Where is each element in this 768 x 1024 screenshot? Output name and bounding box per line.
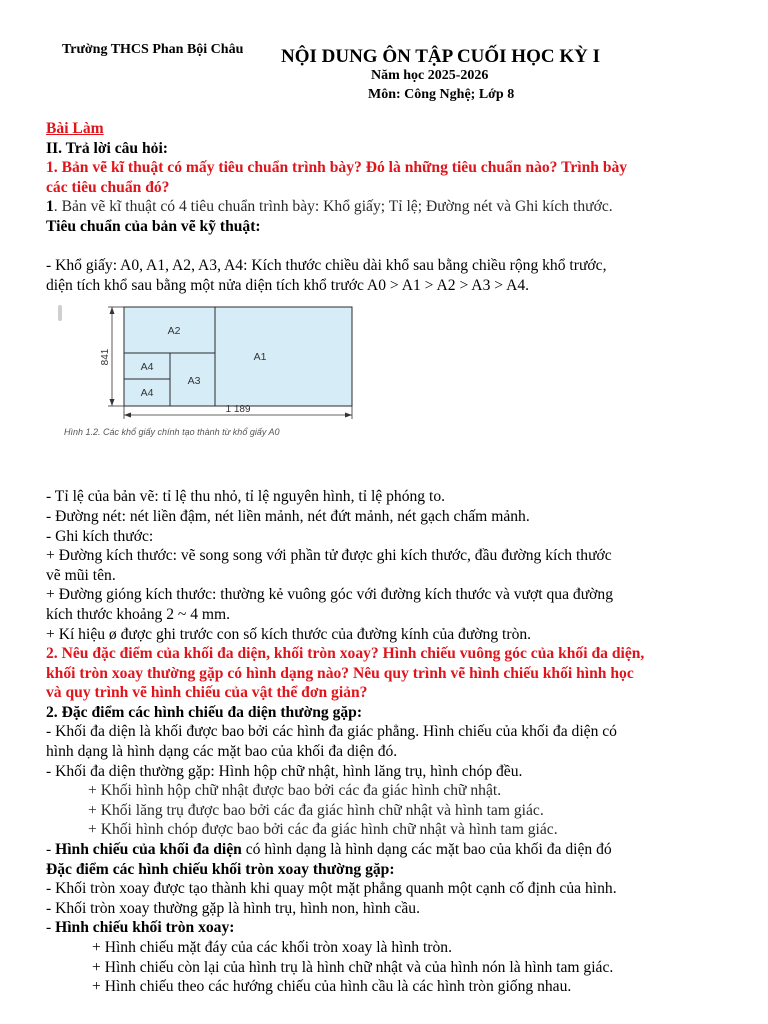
revolution-heading: Đặc điểm các hình chiếu khối tròn xoay thường gặp: [46,860,395,878]
subject-line: Môn: Công Nghệ; Lớp 8 [368,87,515,102]
revolution-projection-2: + Hình chiếu còn lại của hình trụ là hình chữ nhật và của hình nón là hình tam giác. [92,958,614,976]
document-body [46,119,736,997]
question-1-line-1: 1. Bản vẽ kĩ thuật có mấy tiêu chuẩn trình bày? Đó là những tiêu chuẩn nào? Trình bày [46,159,628,177]
polyhedron-box: + Khối hình hộp chữ nhật được bao bởi các đa giác hình chữ nhật. [88,782,502,800]
paper-size-figure [46,297,736,483]
polyhedron-common: - Khối đa diện thường gặp: Hình hộp chữ nhật, hình lăng trụ, hình chóp đều. [46,762,523,780]
polyhedron-projection-bold: Hình chiếu của khối đa diện [55,841,242,859]
answer-1 [46,197,736,217]
bai-lam-heading: Bài Làm [46,120,104,137]
label-a3: A3 [187,375,201,388]
revolution-projection-bold: Hình chiếu khối tròn xoay: [55,919,235,937]
polyhedron-prism: + Khối lăng trụ được bao bởi các đa giác hình chữ nhật và hình tam giác. [88,801,544,819]
paper-size-line-1: - Khổ giấy: A0, A1, A2, A3, A4: Kích thước chiều dài khổ sau bằng chiều rộng khổ trước, [46,257,607,275]
line-types: - Đường nét: nét liền đậm, nét liền mảnh, nét đứt mảnh, nét gạch chấm mảnh. [46,507,530,525]
extension-line-2: kích thước khoảng 2 ~ 4 mm. [46,605,231,623]
extension-line-1: + Đường gióng kích thước: thường kẻ vuông góc với đường kích thước và vượt qua đường [46,586,614,604]
paper-size-line-2: diện tích khổ sau bằng một nửa diện tích khổ trước A0 > A1 > A2 > A3 > A4. [46,276,530,294]
school-year: Năm học 2025-2026 [371,68,489,83]
diameter-line: + Kí hiệu ø được ghi trước con số kích thước của đường kính của đường tròn. [46,625,532,643]
revolution-projection-heading: - Hình chiếu khối tròn xoay: [46,919,235,937]
label-a4-bottom: A4 [140,387,154,400]
polyhedron-projection: - Hình chiếu của khối đa diện có hình dạng là hình dạng các mặt bao của khối đa diện đó [46,841,612,859]
width-label: 1 189 [225,404,251,416]
document-title: NỘI DUNG ÔN TẬP CUỐI HỌC KỲ I [281,46,600,67]
height-dimension [100,307,124,406]
dimension-line-2: vẽ mũi tên. [46,566,116,584]
polyhedron-projection-rest: có hình dạng là hình dạng các mặt bao của khối đa diện đó [241,841,612,859]
label-a2: A2 [167,325,181,338]
answer-1-text: . Bản vẽ kĩ thuật có 4 tiêu chuẩn trình bày: Khổ giấy; Tỉ lệ; Đường nét và Ghi kích thước. [53,198,613,216]
polyhedron-pyramid: + Khối hình chóp được bao bởi các đa giác hình chữ nhật và hình tam giác. [88,821,558,839]
question-2-line-1: 2. Nêu đặc điểm của khối đa diện, khối tròn xoay? Hình chiếu vuông góc của khối đa diện, [46,645,645,663]
question-1-line-2: các tiêu chuẩn đó? [46,178,170,196]
revolution-projection-3: + Hình chiếu theo các hướng chiếu của hình cầu là các hình tròn giống nhau. [92,978,572,996]
a1-sheet [124,307,352,406]
scan-mark [58,305,62,321]
dimension-line-1: + Đường kích thước: vẽ song song với phần tử được ghi kích thước, đầu đường kích thước [46,547,612,565]
revolution-line-2: - Khối tròn xoay thường gặp là hình trụ, hình non, hình cầu. [46,899,420,917]
question-2-line-2: khối tròn xoay thường gặp có hình dạng nào? Nêu quy trình vẽ hình chiếu khối hình học [46,664,634,682]
question-2-line-3: và quy trình vẽ hình chiếu của vật thể đơn giản? [46,684,368,702]
answer-2-heading: 2. Đặc điểm các hình chiếu đa diện thường gặp: [46,703,363,721]
polyhedron-line-1: - Khối đa diện là khối được bao bởi các hình đa giác phẳng. Hình chiếu của khối đa diện có [46,723,617,741]
dimensions-heading: - Ghi kích thước: [46,527,154,545]
school-name: Trường THCS Phan Bội Châu [62,42,244,57]
label-a1: A1 [253,351,267,364]
revolution-projection-1: + Hình chiếu mặt đáy của các khối tròn xoay là hình tròn. [92,939,452,956]
standards-heading: Tiêu chuẩn của bản vẽ kỹ thuật: [46,217,261,235]
height-label: 841 [100,349,111,366]
revolution-line-1: - Khối tròn xoay được tạo thành khi quay một mặt phẳng quanh một cạnh cố định của hình. [46,880,617,898]
answer-1-number: 1 [46,198,54,216]
section-heading: II. Trả lời câu hỏi: [46,139,168,157]
scale-line: - Tỉ lệ của bản vẽ: tỉ lệ thu nhỏ, tỉ lệ nguyên hình, tỉ lệ phóng to. [46,488,446,506]
label-a4-top: A4 [140,361,154,374]
paper-fill [124,307,352,406]
figure-caption: Hình 1.2. Các khổ giấy chính tạo thành từ khổ giấy A0 [64,427,280,438]
polyhedron-line-2: hình dạng là hình dạng các mặt bao của khối đa diện đó. [46,743,398,761]
paper-size-diagram [46,297,376,483]
